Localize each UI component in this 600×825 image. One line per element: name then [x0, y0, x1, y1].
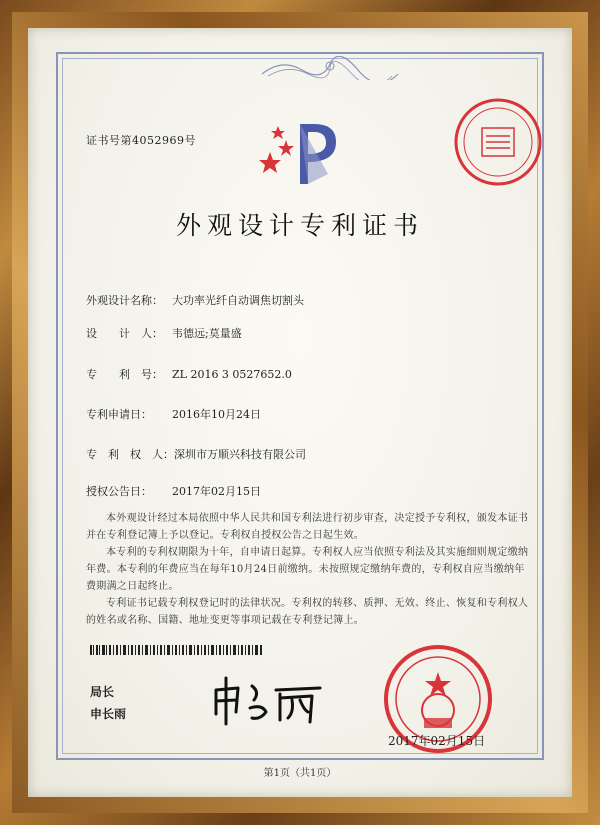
signatory-title: 局长: [90, 685, 115, 699]
handwritten-signature: [208, 668, 328, 728]
body-paragraph: 本专利的专利权期限为十年，自申请日起算。专利权人应当依照专利法及其实施细则规定缴纳年费。本专利的年费应当在每年10月24日前缴纳。未按照规定缴纳年费的，专利权自应当缴纳年费期满之日起终止。: [86, 547, 529, 592]
field-designers: [86, 325, 242, 341]
issue-date: 2017年02月15日: [388, 734, 486, 748]
field-label: 设 计 人：: [86, 327, 163, 340]
cnipa-logo-icon: [256, 112, 356, 192]
field-label: 专利申请日：: [86, 408, 152, 421]
field-label: 外观设计名称：: [86, 294, 163, 307]
page-number: 第1页（共1页）: [263, 768, 337, 779]
field-value: ZL 2016 3 0527652.0: [172, 368, 292, 381]
ornament-icon: [258, 56, 402, 80]
field-application-date: [86, 406, 261, 422]
field-label: 专 利 权 人：: [86, 448, 174, 461]
field-patentee: [86, 446, 306, 462]
field-value: 大功率光纤自动调焦切割头: [172, 294, 304, 307]
certificate-number: 证书号第4052969号: [86, 134, 196, 147]
field-grant-date: [86, 483, 261, 499]
field-value: 2016年10月24日: [172, 408, 261, 421]
body-paragraph: 专利证书记载专利权登记时的法律状况。专利权的转移、质押、无效、终止、恢复和专利权人的姓名或名称、国籍、地址变更等事项记载在专利登记簿上。: [86, 598, 529, 626]
signatory-name: 申长雨: [90, 707, 127, 721]
page-title: 外观设计专利证书: [175, 211, 424, 240]
field-patent-number: [86, 366, 292, 382]
field-design-name: [86, 292, 304, 308]
official-stamp-icon: [452, 96, 544, 188]
certificate-paper: [28, 28, 572, 797]
field-label: 授权公告日：: [86, 485, 152, 498]
field-label: 专 利 号：: [86, 368, 163, 381]
field-value: 韦德远;莫量盛: [172, 327, 242, 340]
body-paragraph: 本外观设计经过本局依照中华人民共和国专利法进行初步审查，决定授予专利权，颁发本证书并在专利登记簿上予以登记。专利权自授权公告之日起生效。: [86, 513, 529, 541]
barcode-icon: [90, 645, 262, 655]
field-value: 2017年02月15日: [172, 485, 261, 498]
field-value: 深圳市万顺兴科技有限公司: [174, 448, 306, 461]
